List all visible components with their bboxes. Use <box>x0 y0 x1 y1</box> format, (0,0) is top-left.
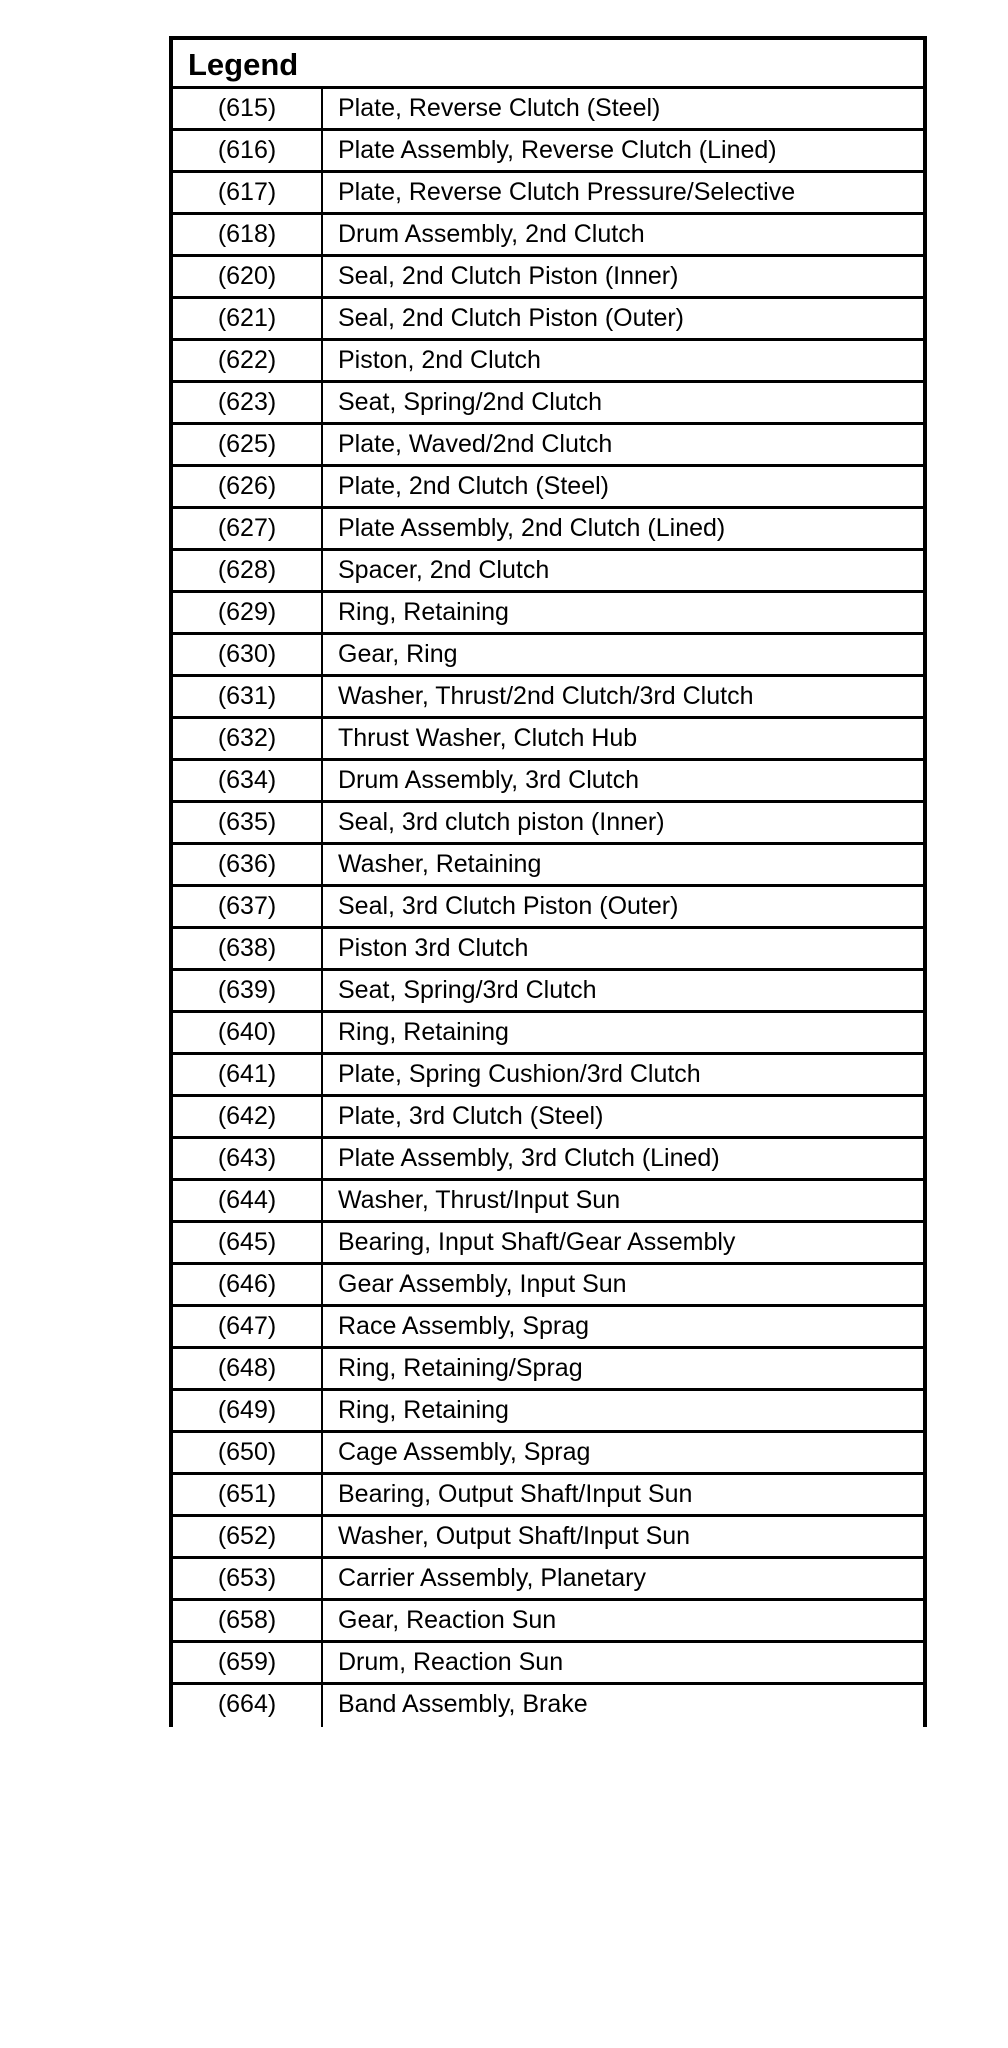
legend-row <box>173 131 923 173</box>
part-number: (641) <box>173 1055 323 1094</box>
legend-row <box>173 593 923 635</box>
part-description: Piston 3rd Clutch <box>338 934 529 962</box>
part-number: (623) <box>173 383 323 422</box>
part-description: Drum, Reaction Sun <box>338 1648 564 1676</box>
legend-row <box>173 1391 923 1433</box>
part-description: Washer, Retaining <box>338 850 542 878</box>
part-number: (634) <box>173 761 323 800</box>
part-description: Plate Assembly, 3rd Clutch (Lined) <box>338 1144 720 1172</box>
legend-table <box>169 36 927 1727</box>
part-number: (621) <box>173 299 323 338</box>
part-description: Plate, Reverse Clutch (Steel) <box>338 94 661 122</box>
legend-row <box>173 1055 923 1097</box>
part-description: Washer, Thrust/Input Sun <box>338 1186 621 1214</box>
part-description: Drum Assembly, 3rd Clutch <box>338 766 640 794</box>
part-number: (664) <box>173 1685 323 1727</box>
part-description: Seal, 3rd Clutch Piston (Outer) <box>338 892 679 920</box>
part-number: (650) <box>173 1433 323 1472</box>
legend-row <box>173 383 923 425</box>
part-number: (643) <box>173 1139 323 1178</box>
part-number: (637) <box>173 887 323 926</box>
legend-row <box>173 887 923 929</box>
part-description: Plate, Waved/2nd Clutch <box>338 430 613 458</box>
legend-row <box>173 1349 923 1391</box>
part-description: Gear Assembly, Input Sun <box>338 1270 627 1298</box>
legend-row <box>173 1097 923 1139</box>
part-description: Seat, Spring/2nd Clutch <box>338 388 603 416</box>
part-number: (649) <box>173 1391 323 1430</box>
legend-row <box>173 1223 923 1265</box>
part-description: Seat, Spring/3rd Clutch <box>338 976 597 1004</box>
legend-row <box>173 1013 923 1055</box>
part-number: (644) <box>173 1181 323 1220</box>
legend-row <box>173 1685 923 1727</box>
legend-row <box>173 215 923 257</box>
part-number: (658) <box>173 1601 323 1640</box>
part-description: Drum Assembly, 2nd Clutch <box>338 220 645 248</box>
part-description: Washer, Output Shaft/Input Sun <box>338 1522 691 1550</box>
part-number: (648) <box>173 1349 323 1388</box>
legend-row <box>173 509 923 551</box>
part-number: (635) <box>173 803 323 842</box>
part-description: Cage Assembly, Sprag <box>338 1438 591 1466</box>
part-description: Ring, Retaining <box>338 1396 509 1424</box>
legend-row <box>173 971 923 1013</box>
legend-row <box>173 1517 923 1559</box>
part-description: Spacer, 2nd Clutch <box>338 556 550 584</box>
part-number: (652) <box>173 1517 323 1556</box>
part-number: (639) <box>173 971 323 1010</box>
part-description: Ring, Retaining <box>338 598 509 626</box>
legend-row <box>173 761 923 803</box>
part-description: Ring, Retaining <box>338 1018 509 1046</box>
part-number: (653) <box>173 1559 323 1598</box>
part-description: Bearing, Input Shaft/Gear Assembly <box>338 1228 736 1256</box>
part-description: Plate, Spring Cushion/3rd Clutch <box>338 1060 701 1088</box>
part-number: (631) <box>173 677 323 716</box>
part-description: Seal, 2nd Clutch Piston (Outer) <box>338 304 684 332</box>
part-number: (638) <box>173 929 323 968</box>
legend-row <box>173 1601 923 1643</box>
legend-row <box>173 1307 923 1349</box>
part-description: Plate, 3rd Clutch (Steel) <box>338 1102 604 1130</box>
part-number: (636) <box>173 845 323 884</box>
part-description: Bearing, Output Shaft/Input Sun <box>338 1480 693 1508</box>
legend-row <box>173 803 923 845</box>
part-number: (630) <box>173 635 323 674</box>
part-number: (651) <box>173 1475 323 1514</box>
part-number: (640) <box>173 1013 323 1052</box>
part-number: (617) <box>173 173 323 212</box>
legend-row <box>173 299 923 341</box>
legend-row <box>173 1433 923 1475</box>
legend-row <box>173 341 923 383</box>
legend-row <box>173 173 923 215</box>
legend-row <box>173 1139 923 1181</box>
part-number: (642) <box>173 1097 323 1136</box>
part-description: Piston, 2nd Clutch <box>338 346 541 374</box>
part-number: (646) <box>173 1265 323 1304</box>
part-description: Gear, Reaction Sun <box>338 1606 557 1634</box>
legend-row <box>173 1181 923 1223</box>
part-description: Washer, Thrust/2nd Clutch/3rd Clutch <box>338 682 754 710</box>
part-number: (659) <box>173 1643 323 1682</box>
part-description: Band Assembly, Brake <box>338 1690 588 1718</box>
part-number: (616) <box>173 131 323 170</box>
legend-row <box>173 1643 923 1685</box>
part-number: (625) <box>173 425 323 464</box>
part-number: (629) <box>173 593 323 632</box>
legend-row <box>173 551 923 593</box>
part-number: (632) <box>173 719 323 758</box>
legend-row <box>173 1475 923 1517</box>
part-description: Seal, 2nd Clutch Piston (Inner) <box>338 262 679 290</box>
legend-row <box>173 677 923 719</box>
legend-row <box>173 1559 923 1601</box>
legend-row <box>173 89 923 131</box>
part-description: Plate, Reverse Clutch Pressure/Selective <box>338 178 796 206</box>
legend-rows <box>173 89 923 1727</box>
part-number: (645) <box>173 1223 323 1262</box>
part-description: Gear, Ring <box>338 640 458 668</box>
legend-row <box>173 845 923 887</box>
part-number: (622) <box>173 341 323 380</box>
legend-row <box>173 257 923 299</box>
part-description: Plate Assembly, 2nd Clutch (Lined) <box>338 514 726 542</box>
part-number: (647) <box>173 1307 323 1346</box>
part-number: (627) <box>173 509 323 548</box>
legend-row <box>173 719 923 761</box>
part-description: Ring, Retaining/Sprag <box>338 1354 583 1382</box>
legend-row <box>173 425 923 467</box>
part-description: Plate Assembly, Reverse Clutch (Lined) <box>338 136 777 164</box>
part-description: Thrust Washer, Clutch Hub <box>338 724 638 752</box>
part-number: (620) <box>173 257 323 296</box>
part-number: (615) <box>173 89 323 128</box>
part-number: (628) <box>173 551 323 590</box>
legend-row <box>173 1265 923 1307</box>
part-number: (618) <box>173 215 323 254</box>
part-description: Plate, 2nd Clutch (Steel) <box>338 472 609 500</box>
legend-title: Legend <box>173 40 923 89</box>
legend-row <box>173 929 923 971</box>
part-description: Carrier Assembly, Planetary <box>338 1564 646 1592</box>
part-number: (626) <box>173 467 323 506</box>
part-description: Seal, 3rd clutch piston (Inner) <box>338 808 665 836</box>
legend-row <box>173 635 923 677</box>
legend-row <box>173 467 923 509</box>
part-description: Race Assembly, Sprag <box>338 1312 590 1340</box>
